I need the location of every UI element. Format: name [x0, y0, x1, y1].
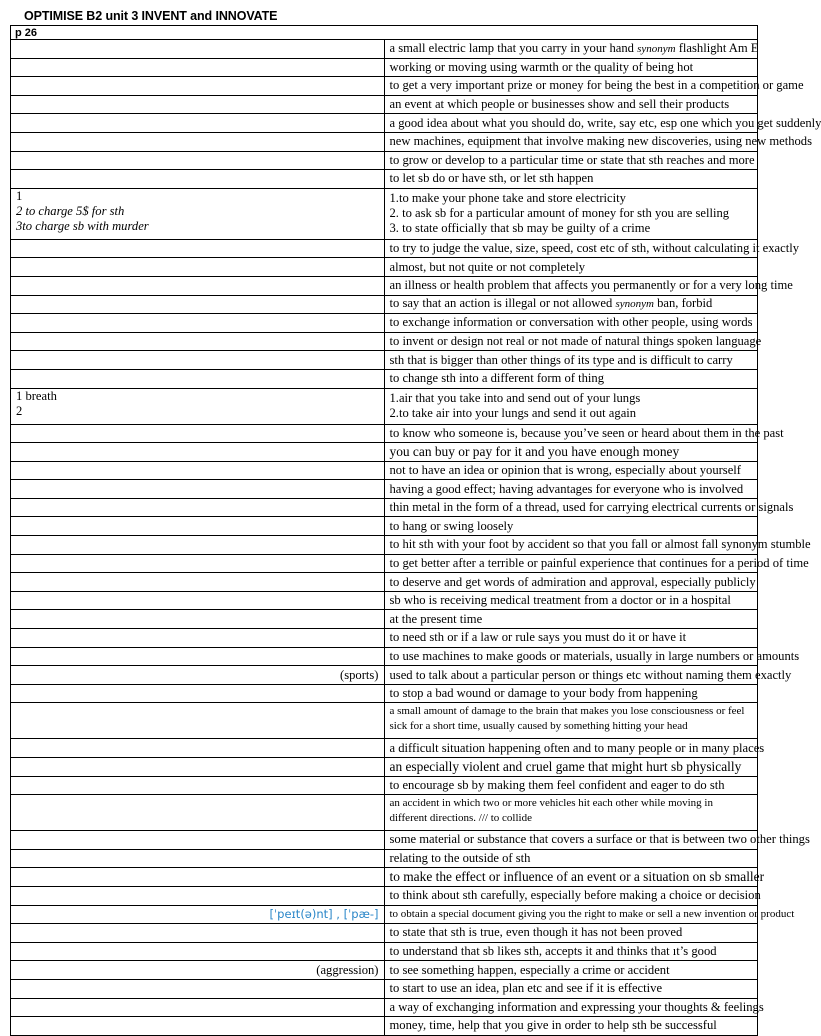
definition-cell — [384, 536, 758, 555]
definition-text: money, time, help that you give in order to help sth be successful — [390, 1018, 717, 1032]
table-row — [11, 295, 758, 314]
definition-line: 1.to make your phone take and store electricity — [390, 191, 753, 206]
definition-text: flashlight Am E — [676, 41, 759, 55]
term-cell[interactable] — [11, 498, 385, 517]
definition-cell — [384, 1017, 758, 1036]
synonym-label: synonym — [637, 43, 676, 55]
definition-text: to say that an action is illegal or not allowed — [390, 296, 616, 310]
definition-text: working or moving using warmth or the quality of being hot — [390, 60, 694, 74]
term-cell[interactable] — [11, 554, 385, 573]
definition-text: to let sb do or have sth, or let sth happen — [390, 171, 594, 185]
definition-text: to get better after a terrible or painful experience that continues for a period of time — [390, 556, 809, 570]
definition-cell — [384, 77, 758, 96]
definition-cell — [384, 351, 758, 370]
table-row — [11, 1017, 758, 1036]
definition-text: to think about sth carefully, especially before making a choice or decision — [390, 888, 761, 902]
term-cell[interactable] — [11, 77, 385, 96]
table-row — [11, 369, 758, 388]
definition-line: 2.to take air into your lungs and send it out again — [390, 406, 753, 421]
definition-text: ban, forbid — [654, 296, 712, 310]
table-row — [11, 629, 758, 648]
table-row — [11, 239, 758, 258]
definition-cell — [384, 151, 758, 170]
table-row — [11, 573, 758, 592]
definition-cell — [384, 114, 758, 133]
definition-text: a way of exchanging information and expressing your thoughts & feelings — [390, 1000, 764, 1014]
table-row — [11, 258, 758, 277]
table-row — [11, 666, 758, 685]
definition-text: to start to use an idea, plan etc and see if it is effective — [390, 981, 663, 995]
definition-cell — [384, 979, 758, 998]
table-row — [11, 961, 758, 980]
term-cell[interactable] — [11, 998, 385, 1017]
definition-text: to make the effect or influence of an event or a situation on sb smaller — [390, 869, 765, 884]
table-row — [11, 554, 758, 573]
term-cell[interactable] — [11, 58, 385, 77]
definition-cell — [384, 647, 758, 666]
term-cell[interactable] — [11, 703, 385, 739]
definition-text: not to have an idea or opinion that is wrong, especially about yourself — [390, 463, 742, 477]
term-cell[interactable] — [11, 517, 385, 536]
table-header-row — [11, 26, 758, 40]
term-cell[interactable] — [11, 351, 385, 370]
table-row — [11, 517, 758, 536]
definition-cell — [384, 58, 758, 77]
table-row — [11, 868, 758, 887]
term-cell[interactable] — [11, 666, 385, 685]
table-row — [11, 924, 758, 943]
table-row — [11, 332, 758, 351]
definition-cell — [384, 443, 758, 462]
term-cell[interactable] — [11, 40, 385, 59]
definition-text: some material or substance that covers a surface or that is between two other things — [390, 832, 810, 846]
definition-cell — [384, 629, 758, 648]
table-row — [11, 758, 758, 777]
definition-text: to change sth into a different form of thing — [390, 371, 605, 385]
term-cell[interactable] — [11, 332, 385, 351]
definition-text: at the present time — [390, 612, 483, 626]
term-cell[interactable] — [11, 95, 385, 114]
definition-cell — [384, 573, 758, 592]
definition-text: to get a very important prize or money for being the best in a competition or game — [390, 78, 804, 92]
definition-cell — [384, 239, 758, 258]
table-row — [11, 114, 758, 133]
definition-text: to try to judge the value, size, speed, cost etc of sth, without calculating it exactly — [390, 241, 800, 255]
definition-cell — [384, 868, 758, 887]
definition-text: to understand that sb likes sth, accepts it and thinks that ıt’s good — [390, 944, 717, 958]
table-row — [11, 647, 758, 666]
definition-text: you can buy or pay for it and you have enough money — [390, 444, 680, 459]
definition-text: to state that sth is true, even though it has not been proved — [390, 925, 683, 939]
definition-cell — [384, 332, 758, 351]
definition-text: sb who is receiving medical treatment from a doctor or in a hospital — [390, 593, 731, 607]
table-row — [11, 424, 758, 443]
definition-cell — [384, 610, 758, 629]
term-cell[interactable] — [11, 388, 385, 424]
definition-text: to deserve and get words of admiration and approval, especially publicly — [390, 575, 756, 589]
table-row — [11, 461, 758, 480]
term-cell[interactable] — [11, 849, 385, 868]
definition-text: to see something happen, especially a crime or accident — [390, 963, 670, 977]
table-row — [11, 536, 758, 555]
definition-line: 2. to ask sb for a particular amount of money for sth you are selling — [390, 206, 753, 221]
definition-text: an illness or health problem that affects you permanently or for a very long time — [390, 278, 793, 292]
definition-cell — [384, 276, 758, 295]
term-cell[interactable] — [11, 610, 385, 629]
table-row — [11, 498, 758, 517]
term-cell[interactable] — [11, 151, 385, 170]
term-text: (sports) — [340, 668, 378, 682]
term-cell[interactable] — [11, 591, 385, 610]
definition-text: to encourage sb by making them feel confident and eager to do sth — [390, 778, 725, 792]
term-line: 2 — [16, 404, 379, 419]
definition-text: to hang or swing loosely — [390, 519, 514, 533]
table-row — [11, 905, 758, 924]
definition-cell — [384, 498, 758, 517]
definition-cell — [384, 95, 758, 114]
definition-cell — [384, 684, 758, 703]
synonym-label: synonym — [615, 298, 654, 310]
definition-text: a small amount of damage to the brain that makes you lose consciousness or feel sick for a short time, usually caused by something hitting your head — [390, 705, 745, 732]
definition-line: 3. to state officially that sb may be guilty of a crime — [390, 221, 753, 236]
definition-text: a difficult situation happening often and to many people or in many places — [390, 741, 765, 755]
term-cell[interactable] — [11, 480, 385, 499]
table-row — [11, 942, 758, 961]
page-number-label: p 26 — [11, 26, 758, 40]
vocabulary-table — [10, 25, 758, 1036]
term-cell[interactable] — [11, 132, 385, 151]
term-text: [ˈpeɪt(ə)nt] , [ˈpæ-] — [270, 907, 379, 921]
term-cell[interactable] — [11, 647, 385, 666]
definition-text: relating to the outside of sth — [390, 851, 531, 865]
term-cell[interactable] — [11, 739, 385, 758]
definition-cell — [384, 758, 758, 777]
term-cell[interactable] — [11, 424, 385, 443]
definition-text: to need sth or if a law or rule says you must do it or have it — [390, 630, 687, 644]
table-row — [11, 314, 758, 333]
table-row — [11, 739, 758, 758]
definition-cell — [384, 517, 758, 536]
definition-text: having a good effect; having advantages for everyone who is involved — [390, 482, 744, 496]
table-row — [11, 998, 758, 1017]
term-cell[interactable] — [11, 886, 385, 905]
definition-cell — [384, 314, 758, 333]
table-row — [11, 776, 758, 795]
table-row — [11, 443, 758, 462]
term-cell[interactable] — [11, 758, 385, 777]
term-cell[interactable] — [11, 369, 385, 388]
definition-cell — [384, 591, 758, 610]
table-row — [11, 795, 758, 831]
term-cell[interactable] — [11, 868, 385, 887]
term-cell[interactable] — [11, 684, 385, 703]
term-cell[interactable] — [11, 239, 385, 258]
definition-text: sth that is bigger than other things of its type and is difficult to carry — [390, 353, 733, 367]
term-cell[interactable] — [11, 170, 385, 189]
term-cell[interactable] — [11, 1017, 385, 1036]
table-row — [11, 351, 758, 370]
table-row — [11, 591, 758, 610]
term-text: (aggression) — [316, 963, 378, 977]
definition-cell — [384, 795, 758, 831]
table-row — [11, 170, 758, 189]
term-cell[interactable] — [11, 188, 385, 239]
term-cell[interactable] — [11, 629, 385, 648]
definition-cell — [384, 831, 758, 850]
definition-text: to use machines to make goods or materials, usually in large numbers or amounts — [390, 649, 800, 663]
definition-cell — [384, 554, 758, 573]
term-cell[interactable] — [11, 831, 385, 850]
definition-text: a good idea about what you should do, write, say etc, esp one which you get suddenly — [390, 116, 821, 130]
definition-cell — [384, 703, 758, 739]
term-line: 2 to charge 5$ for sth — [16, 204, 379, 219]
definition-text: almost, but not quite or not completely — [390, 260, 586, 274]
definition-text: to obtain a special document giving you the right to make or sell a new invention or product — [390, 908, 795, 920]
definition-cell — [384, 998, 758, 1017]
table-row — [11, 58, 758, 77]
term-cell[interactable] — [11, 942, 385, 961]
definition-cell — [384, 258, 758, 277]
definition-cell — [384, 739, 758, 758]
term-cell[interactable] — [11, 905, 385, 924]
definition-cell — [384, 188, 758, 239]
term-cell[interactable] — [11, 795, 385, 831]
table-row — [11, 151, 758, 170]
definition-cell — [384, 170, 758, 189]
definition-cell — [384, 886, 758, 905]
table-row — [11, 480, 758, 499]
term-cell[interactable] — [11, 258, 385, 277]
definition-line: 1.air that you take into and send out of your lungs — [390, 391, 753, 406]
definition-cell — [384, 924, 758, 943]
definition-cell — [384, 369, 758, 388]
definition-cell — [384, 942, 758, 961]
definition-cell — [384, 40, 758, 59]
term-line: 1 — [16, 189, 379, 204]
definition-cell — [384, 666, 758, 685]
definition-text: to grow or develop to a particular time or state that sth reaches and more — [390, 153, 755, 167]
table-row — [11, 95, 758, 114]
definition-text: an especially violent and cruel game that might hurt sb physically — [390, 759, 742, 774]
definition-text: to stop a bad wound or damage to your body from happening — [390, 686, 698, 700]
term-line: 1 breath — [16, 389, 379, 404]
table-row — [11, 703, 758, 739]
term-cell[interactable] — [11, 276, 385, 295]
table-row — [11, 132, 758, 151]
table-row — [11, 77, 758, 96]
term-cell[interactable] — [11, 961, 385, 980]
term-cell[interactable] — [11, 536, 385, 555]
table-row — [11, 40, 758, 59]
definition-cell — [384, 295, 758, 314]
term-cell[interactable] — [11, 776, 385, 795]
term-cell[interactable] — [11, 461, 385, 480]
table-row — [11, 979, 758, 998]
term-cell[interactable] — [11, 314, 385, 333]
definition-text: a small electric lamp that you carry in your hand — [390, 41, 638, 55]
term-cell[interactable] — [11, 573, 385, 592]
table-row — [11, 188, 758, 239]
table-row — [11, 849, 758, 868]
definition-text: to invent or design not real or not made of natural things spoken language — [390, 334, 762, 348]
table-row — [11, 831, 758, 850]
table-row — [11, 886, 758, 905]
table-row — [11, 684, 758, 703]
definition-cell — [384, 776, 758, 795]
term-cell[interactable] — [11, 114, 385, 133]
definition-text: to hit sth with your foot by accident so that you fall or almost fall synonym stumble — [390, 537, 811, 551]
definition-cell — [384, 388, 758, 424]
definition-cell — [384, 461, 758, 480]
definition-text: an accident in which two or more vehicles hit each other while moving in different directions. /// to collide — [390, 797, 714, 824]
definition-text: to exchange information or conversation with other people, using words — [390, 315, 753, 329]
term-line: 3to charge sb with murder — [16, 219, 379, 234]
definition-text: an event at which people or businesses show and sell their products — [390, 97, 730, 111]
definition-cell — [384, 905, 758, 924]
definition-cell — [384, 961, 758, 980]
term-cell[interactable] — [11, 443, 385, 462]
table-row — [11, 610, 758, 629]
definition-text: new machines, equipment that involve making new discoveries, using new methods — [390, 134, 813, 148]
term-cell[interactable] — [11, 924, 385, 943]
term-cell[interactable] — [11, 295, 385, 314]
definition-cell — [384, 480, 758, 499]
definition-cell — [384, 424, 758, 443]
definition-cell — [384, 132, 758, 151]
definition-text: used to talk about a particular person or things etc without naming them exactly — [390, 668, 792, 682]
term-cell[interactable] — [11, 979, 385, 998]
definition-text: to know who someone is, because you’ve seen or heard about them in the past — [390, 426, 784, 440]
vocabulary-table-body — [11, 26, 758, 1036]
table-row — [11, 388, 758, 424]
definition-text: thin metal in the form of a thread, used for carrying electrical currents or signals — [390, 500, 794, 514]
table-row — [11, 276, 758, 295]
definition-cell — [384, 849, 758, 868]
page-title: OPTIMISE B2 unit 3 INVENT and INNOVATE — [24, 9, 277, 23]
